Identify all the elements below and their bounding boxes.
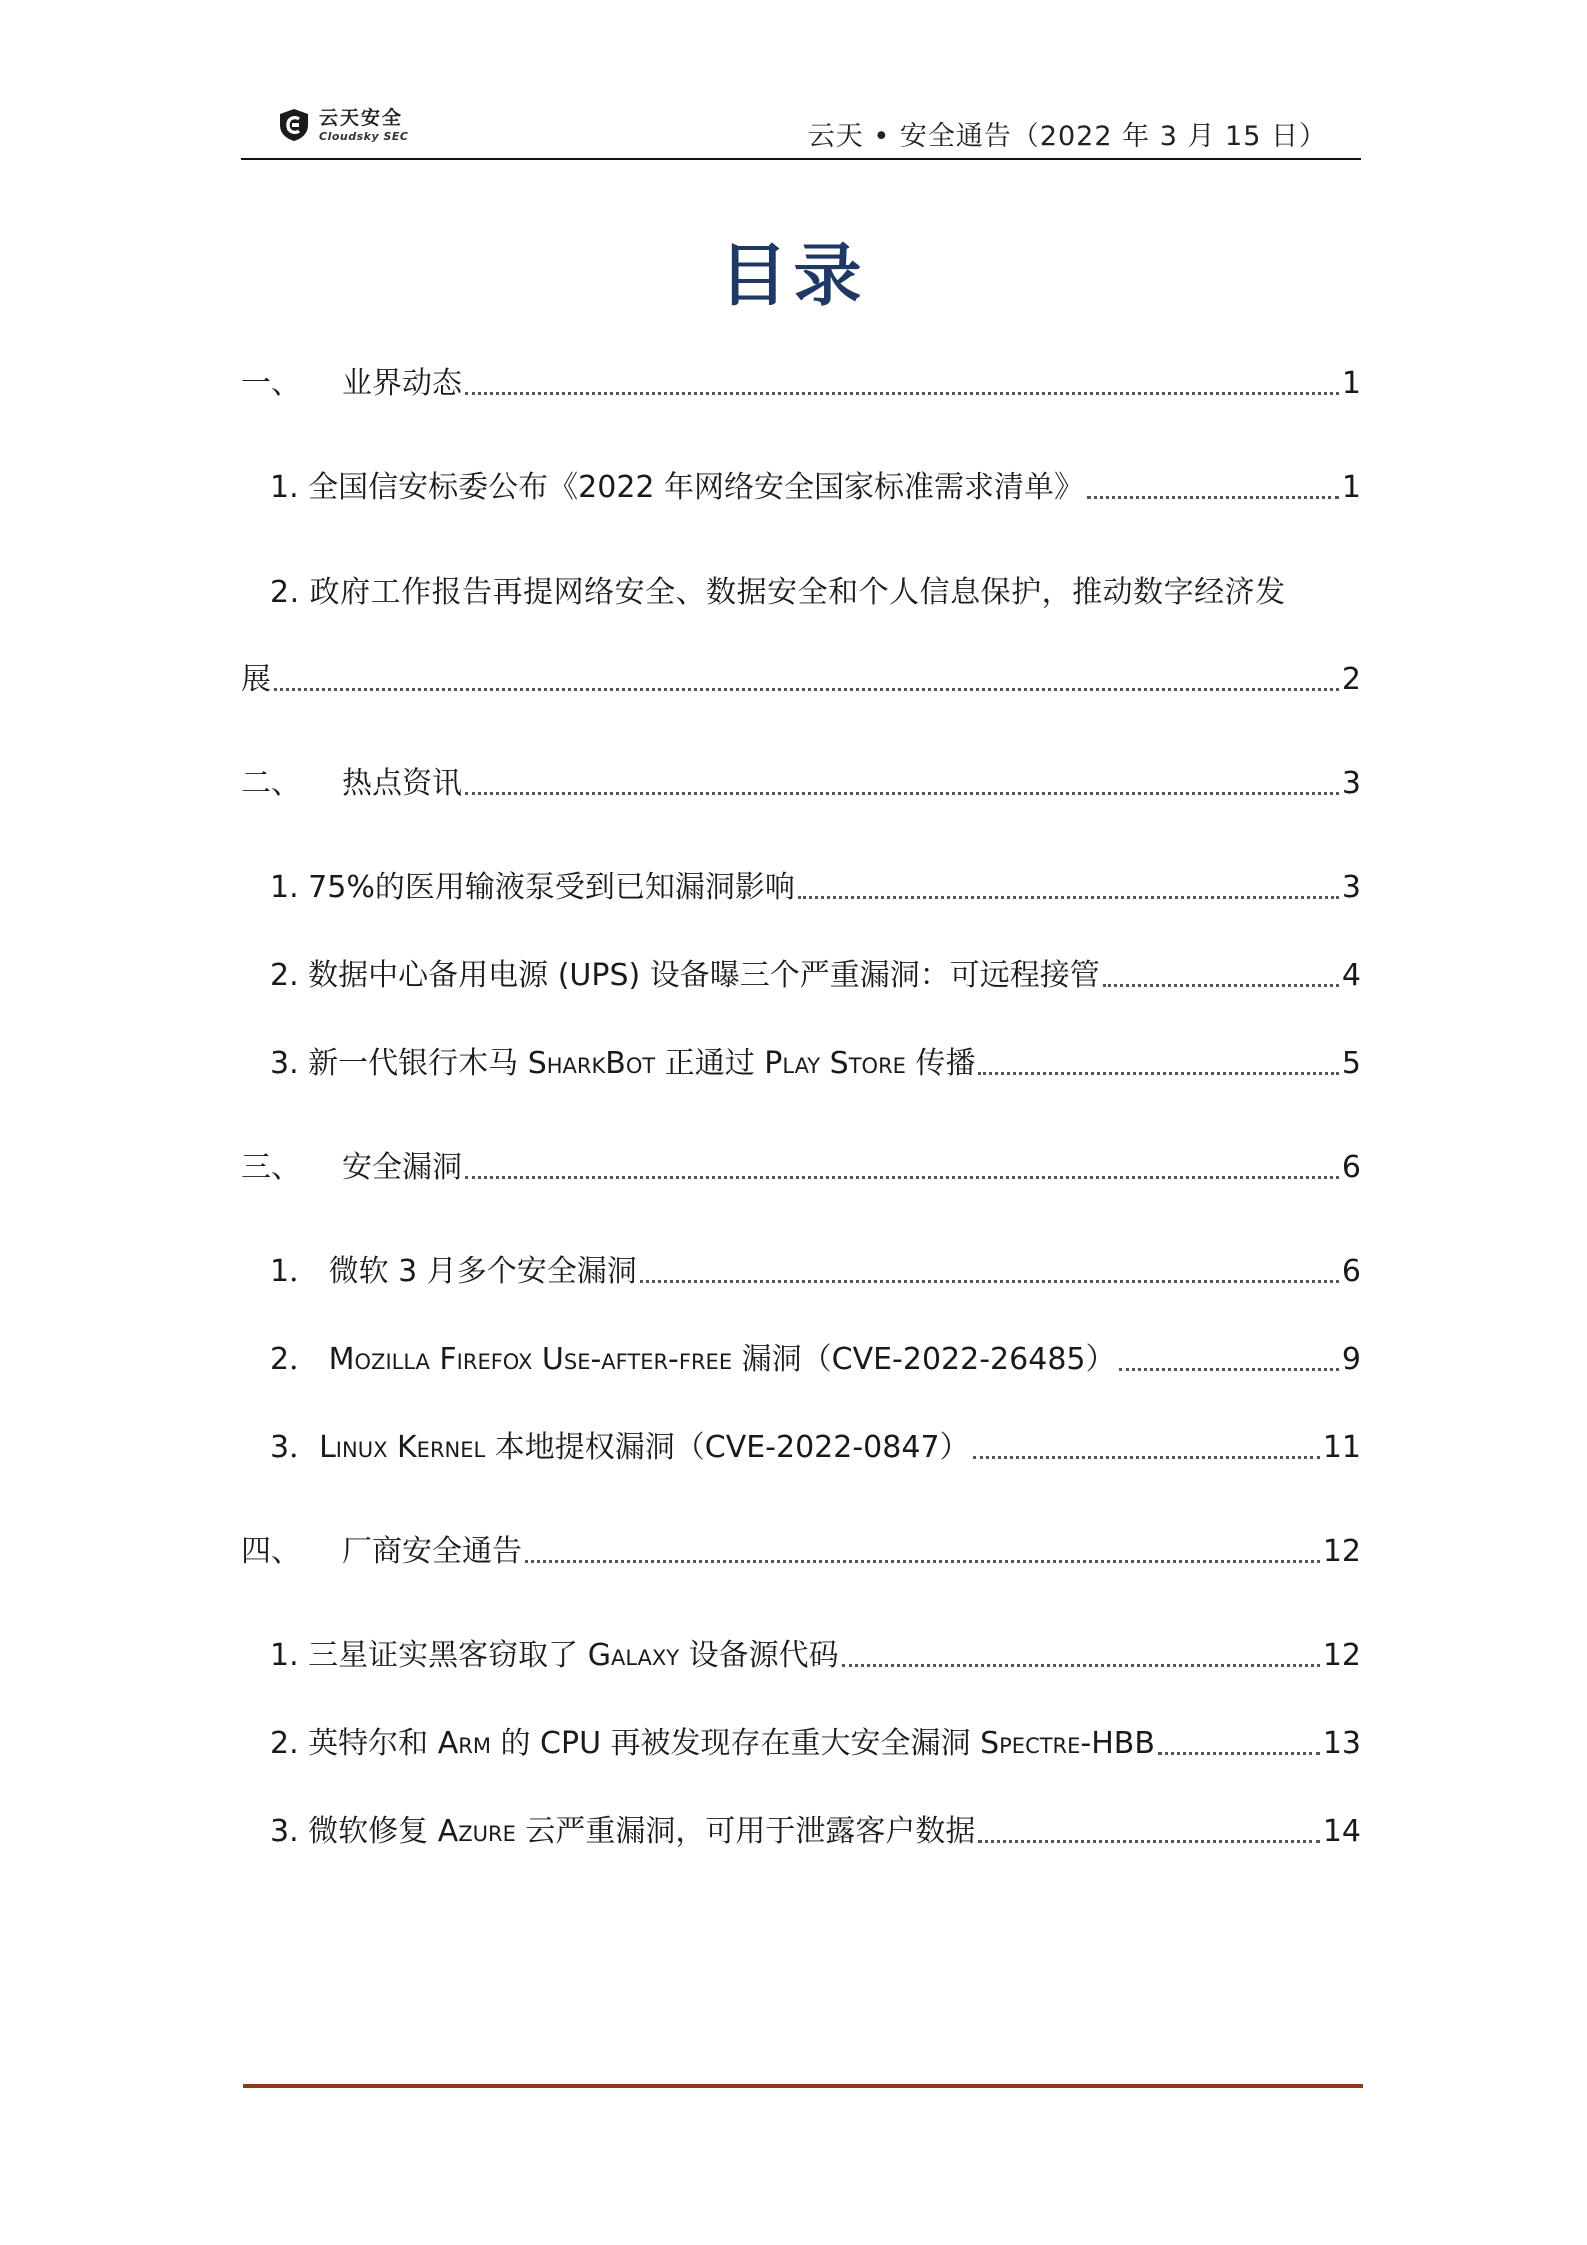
page-number: 2 (1341, 662, 1361, 697)
item-number: 1. (270, 470, 299, 505)
logo-chinese-name: 云天安全 (319, 106, 404, 129)
logo-english-name: Cloudsky SEC (319, 129, 409, 143)
toc-section-3[interactable] (241, 1146, 1361, 1190)
page-number: 6 (1341, 1254, 1361, 1289)
item-number: 3． (270, 1430, 320, 1465)
dot-leader (465, 392, 1339, 395)
section-label: 热点资讯 (342, 766, 462, 801)
page-number: 3 (1341, 870, 1361, 905)
dot-leader (842, 1664, 1320, 1667)
toc-item-1-1[interactable] (241, 466, 1361, 510)
page-number: 3 (1341, 766, 1361, 801)
page-number: 12 (1322, 1534, 1361, 1569)
page-number: 6 (1341, 1150, 1361, 1185)
item-number: 2． (270, 1342, 320, 1377)
item-label-product: Azure (437, 1814, 516, 1849)
dot-leader (274, 688, 1339, 691)
item-label-arm: Arm (437, 1726, 491, 1761)
item-label-product: Linux Kernel (319, 1430, 486, 1465)
item-label-prefix: 微软修复 (308, 1814, 438, 1849)
toc-section-2[interactable] (241, 762, 1361, 806)
item-number: 2. (270, 1726, 299, 1761)
toc-item-1-2-line2[interactable] (241, 658, 1361, 702)
dot-leader (1103, 984, 1339, 987)
dot-leader (978, 1072, 1338, 1075)
item-label-playstore: Play Store (764, 1046, 906, 1081)
item-label-middle: 正通过 (655, 1046, 765, 1081)
page-number: 13 (1322, 1726, 1361, 1761)
section-label: 安全漏洞 (342, 1150, 462, 1185)
item-label-prefix: 三星证实黑客窃取了 (308, 1638, 588, 1673)
dot-leader (978, 1840, 1319, 1843)
dot-leader (1119, 1368, 1339, 1371)
section-number: 一、 (241, 366, 301, 401)
dot-leader (640, 1280, 1339, 1283)
section-number: 二、 (241, 766, 301, 801)
page-number: 12 (1322, 1638, 1361, 1673)
page-number: 1 (1341, 366, 1361, 401)
toc-item-2-3[interactable] (241, 1042, 1361, 1086)
shield-logo-icon (276, 107, 312, 143)
item-label: 数据中心备用电源 (UPS) 设备曝三个严重漏洞：可远程接管 (308, 958, 1100, 993)
company-logo (276, 102, 408, 148)
item-label-suffix: 设备源代码 (679, 1638, 839, 1673)
dot-leader (1087, 496, 1339, 499)
item-number: 2. (270, 575, 300, 610)
item-label-prefix: 新一代银行木马 (308, 1046, 528, 1081)
item-label-suffix: 传播 (905, 1046, 976, 1081)
section-number: 三、 (241, 1150, 301, 1185)
toc-section-4[interactable] (241, 1530, 1361, 1574)
item-label-product: Mozilla Firefox Use-after-free (328, 1342, 733, 1377)
item-label: 全国信安标委公布《2022 年网络安全国家标准需求清单》 (308, 470, 1085, 505)
toc-item-3-2[interactable] (241, 1338, 1361, 1382)
item-number: 3. (270, 1046, 299, 1081)
dot-leader (1158, 1752, 1320, 1755)
item-label-suffix: 本地提权漏洞（CVE-2022-0847） (485, 1430, 970, 1465)
item-label-suffix: 漏洞（CVE-2022-26485） (732, 1342, 1116, 1377)
header-title: 云天 • 安全通告（2022 年 3 月 15 日） (807, 121, 1327, 152)
page-header (241, 96, 1361, 160)
item-number: 2. (270, 958, 299, 993)
item-label-product: Galaxy (587, 1638, 680, 1673)
dot-leader (465, 1176, 1339, 1179)
footer-divider (243, 2084, 1363, 2088)
item-label: 75%的医用输液泵受到已知漏洞影响 (308, 870, 795, 905)
dot-leader (798, 896, 1339, 899)
page-number: 14 (1322, 1814, 1361, 1849)
toc-item-2-2[interactable] (241, 954, 1361, 998)
item-label-continued: 展 (241, 662, 271, 697)
dot-leader (525, 1560, 1320, 1563)
item-label-prefix: 英特尔和 (308, 1726, 438, 1761)
section-label: 业界动态 (342, 366, 462, 401)
header-divider (241, 158, 1361, 160)
dot-leader (465, 792, 1339, 795)
item-number: 3. (270, 1814, 299, 1849)
page-number: 4 (1341, 958, 1361, 993)
page-number: 9 (1341, 1342, 1361, 1377)
toc-section-1[interactable] (241, 362, 1361, 406)
section-label: 厂商安全通告 (342, 1534, 522, 1569)
toc-item-4-3[interactable] (241, 1810, 1361, 1854)
section-number: 四、 (241, 1534, 301, 1569)
toc-item-4-1[interactable] (241, 1634, 1361, 1678)
item-label-suffix: 云严重漏洞，可用于泄露客户数据 (515, 1814, 976, 1849)
item-label-middle: 的 CPU 再被发现存在重大安全漏洞 (490, 1726, 981, 1761)
toc-item-1-2-line1[interactable] (270, 571, 1380, 615)
item-label-sharkbot: SharkBot (527, 1046, 656, 1081)
item-number: 1． (270, 1254, 320, 1289)
toc-item-4-2[interactable] (241, 1722, 1361, 1766)
toc-item-3-3[interactable] (241, 1426, 1361, 1470)
toc-item-2-1[interactable] (241, 866, 1361, 910)
toc-item-3-1[interactable] (241, 1250, 1361, 1294)
page-number: 1 (1341, 470, 1361, 505)
page-number: 5 (1341, 1046, 1361, 1081)
item-label: 微软 3 月多个安全漏洞 (328, 1254, 637, 1289)
item-number: 1. (270, 1638, 299, 1673)
item-label-spectre: Spectre-HBB (980, 1726, 1155, 1761)
page-title: 目录 (719, 237, 868, 316)
item-label: 政府工作报告再提网络安全、数据安全和个人信息保护，推动数字经济发 (309, 575, 1286, 610)
page-number: 11 (1322, 1430, 1361, 1465)
item-number: 1. (270, 870, 299, 905)
dot-leader (973, 1456, 1320, 1459)
